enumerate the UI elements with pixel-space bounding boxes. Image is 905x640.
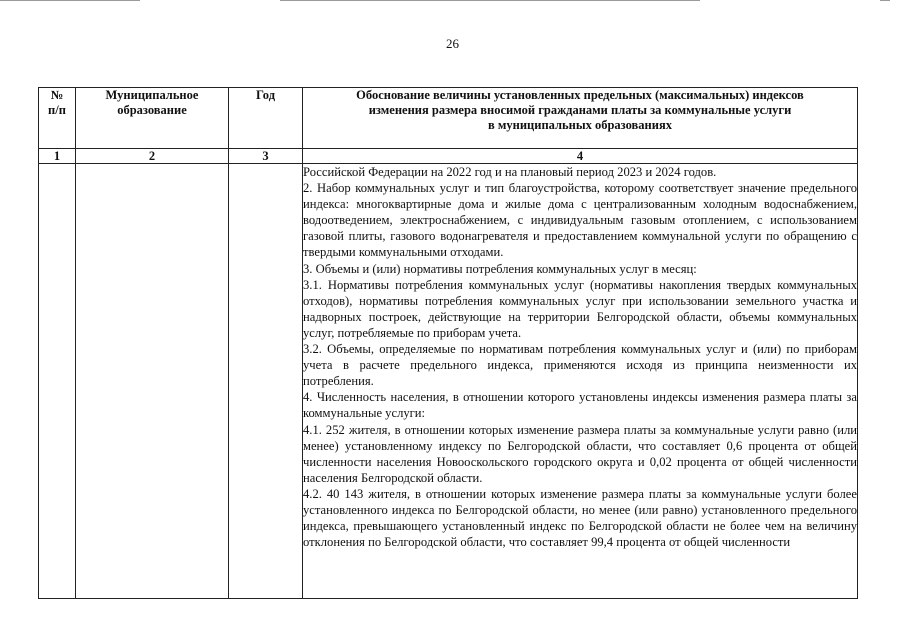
table-row — [39, 164, 858, 599]
cell-municipality-empty — [76, 164, 229, 599]
paragraph: 3.2. Объемы, определяемые по нормативам потребления коммунальных услуг и (или) по приборам учета в расчете предельного индекса, применяются исходя из принципа неизменности их потребления. — [303, 342, 857, 389]
column-number-3: 3 — [229, 149, 303, 164]
scan-edge-line-right — [880, 0, 890, 1]
header-number-line1: № — [50, 88, 64, 102]
header-justification — [303, 88, 858, 149]
cell-number-empty — [39, 164, 76, 599]
scan-edge-line-left — [0, 0, 140, 1]
paragraph: 3.1. Нормативы потребления коммунальных услуг (нормативы накопления твердых коммунальных отходов), нормативы потребления коммунальных услуг при использовании земельного участка и надворных построек, действующие на территории Белгородской области, объемы коммунальных услуг, потребляемые по приборам учета. — [303, 277, 857, 340]
cell-year-empty — [229, 164, 303, 599]
header-municipality-line1: Муниципальное — [105, 88, 199, 102]
header-justification-line3: в муниципальных образованиях — [488, 118, 672, 132]
scan-edge-line-center — [280, 0, 700, 1]
table-header-row — [39, 88, 858, 149]
paragraph: 4.2. 40 143 жителя, в отношении которых изменение размера платы за коммунальные услуги более установленного индекса по Белгородской области, но менее (или равно) установленного предельного индекса, превышающего установленный индекс по Белгородской области не более чем на величину отклонения по Белгородской области, что составляет 99,4 процента от общей численности — [303, 486, 857, 550]
page-number: 26 — [446, 36, 459, 51]
header-municipality — [76, 88, 229, 149]
header-municipality-line2: образование — [117, 103, 187, 117]
header-justification-line2: изменения размера вносимой гражданами платы за коммунальные услуги — [368, 103, 792, 117]
column-number-2: 2 — [76, 149, 229, 164]
header-year-label: Год — [255, 88, 276, 102]
header-year — [229, 88, 303, 149]
column-number-1: 1 — [39, 149, 76, 164]
paragraph: 2. Набор коммунальных услуг и тип благоустройства, которому соответствует значение предельного индекса: многоквартирные дома и жилые дома с централизованным холодным водоснабжением, водоотведением, электроснабжением, с индивидуальным газовым отоплением, с использованием газовой плиты, газового водонагревателя и предоставлением коммунальной услуги по обращению с твердыми коммунальными отходами. — [303, 181, 857, 260]
paragraph: 4. Численность населения, в отношении которого установлены индексы изменения размера платы за коммунальные услуги: — [303, 390, 857, 421]
column-number-4: 4 — [303, 149, 858, 164]
header-justification-line1: Обоснование величины установленных предельных (максимальных) индексов — [356, 88, 804, 102]
header-number-line2: п/п — [48, 103, 66, 117]
paragraph: 3. Объемы и (или) нормативы потребления коммунальных услуг в месяц: — [303, 261, 697, 276]
header-number — [39, 88, 76, 149]
indices-table — [38, 87, 858, 599]
paragraph: Российской Федерации на 2022 год и на плановый период 2023 и 2024 годов. — [303, 165, 717, 179]
column-number-row — [39, 149, 858, 164]
paragraph: 4.1. 252 жителя, в отношении которых изменение размера платы за коммунальные услуги равно (или менее) установленному индексу по Белгородской области, что составляет 0,6 процента от общей численности населения Новооскольского городского округа и 0,02 процента от общей численности населения Белгородской области. — [303, 422, 857, 485]
cell-justification-text — [303, 164, 858, 599]
